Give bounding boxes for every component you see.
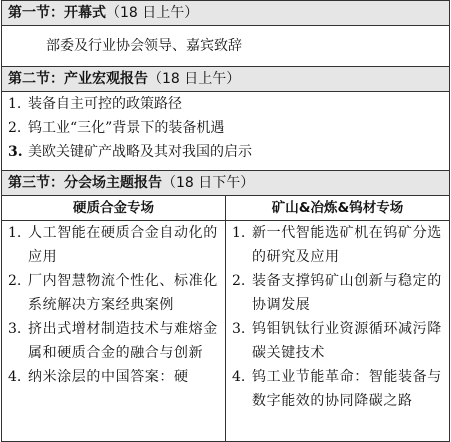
section-date: （18 日上午） (148, 71, 241, 87)
item-number: 1. (8, 96, 22, 112)
section-header (2, 1, 450, 26)
agenda-table (1, 0, 450, 442)
item-text: 钨工业“三化”背景下的装备机遇 (28, 120, 225, 136)
section-date: （18 日上午） (106, 5, 199, 21)
item-text: 挤出式增材制造技术与难熔金属和硬质合金的融合与创新 (28, 321, 218, 361)
list-item (232, 365, 443, 413)
section-2-header-row (2, 67, 450, 92)
item-number: 1. (232, 225, 246, 241)
section-2-body-row (2, 92, 450, 171)
list-item (232, 221, 443, 269)
item-number: 3. (232, 321, 246, 337)
item-number: 4. (232, 369, 246, 385)
list-item (8, 116, 443, 140)
list-item (232, 269, 443, 317)
item-text: 纳米涂层的中国答案：硬 (28, 369, 189, 385)
item-text: 装备支撑钨矿山创新与稳定的协调发展 (252, 273, 442, 313)
item-text: 装备自主可控的政策路径 (28, 96, 182, 112)
list-item (8, 317, 219, 365)
item-text: 人工智能在硬质合金自动化的应用 (28, 225, 218, 265)
item-number: 2. (232, 273, 246, 289)
mining-session-list (226, 221, 450, 442)
section-title: 第一节：开幕式 (8, 5, 106, 21)
list-item (8, 365, 219, 389)
section-1-body-row (2, 26, 450, 67)
section-3-header-row (2, 171, 450, 196)
section-1-header-row (2, 1, 450, 26)
section-title: 第二节：产业宏观报告 (8, 71, 148, 87)
column-heading: 矿山&冶炼&钨材专场 (226, 196, 450, 221)
list-item (8, 269, 219, 317)
item-text: 新一代智能选矿机在钨矿分选的研究及应用 (252, 225, 442, 265)
section-title: 第三节：分会场主题报告 (8, 175, 162, 191)
item-number: 2. (8, 273, 22, 289)
section-date: （18 日下午） (162, 175, 255, 191)
item-number: 3. (8, 321, 22, 337)
subsession-heading-row (2, 196, 450, 221)
item-number: 2. (8, 120, 22, 136)
item-number: 4. (8, 369, 22, 385)
list-item (232, 317, 443, 365)
list-item (8, 92, 443, 116)
carbide-session-list (2, 221, 226, 442)
item-text: 钨工业节能革命：智能装备与数字能效的协同降碳之路 (252, 369, 442, 409)
column-heading: 硬质合金专场 (2, 196, 226, 221)
section-body (2, 26, 450, 67)
item-number: 1. (8, 225, 22, 241)
item-text: 美欧关键矿产战略及其对我国的启示 (28, 144, 252, 160)
opening-remarks: 部委及行业协会领导、嘉宾致辞 (46, 38, 242, 54)
section-header (2, 67, 450, 92)
subsession-body-row (2, 221, 450, 442)
item-number: 3. (8, 144, 23, 160)
section-body (2, 92, 450, 171)
item-text: 厂内智慧物流个性化、标准化系统解决方案经典案例 (28, 273, 218, 313)
list-item (8, 221, 219, 269)
section-header (2, 171, 450, 196)
item-text: 钨钼钒钛行业资源循环减污降碳关键技术 (252, 321, 442, 361)
list-item (8, 140, 443, 164)
